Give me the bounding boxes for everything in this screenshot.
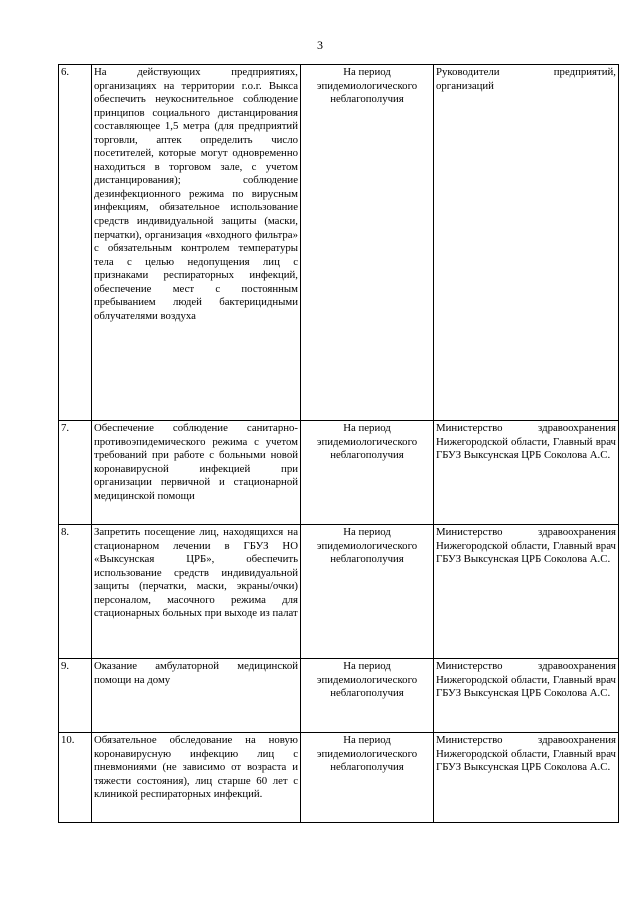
measures-table bbox=[58, 64, 619, 823]
responsible-text: Руководители предприятий, организаций bbox=[434, 65, 619, 421]
responsible-text: Министерство здравоохранения Нижегородской области, Главный врач ГБУЗ Выксунская ЦРБ Соколова А.С. bbox=[434, 733, 619, 823]
table-row bbox=[59, 659, 619, 733]
measure-text: Обеспечение соблюдение санитарно- противоэпидемического режима с учетом требований при работе с больными новой коронавирусной инфекцией при организации первичной и стационарной медицинской помощи bbox=[92, 421, 301, 525]
row-number: 7. bbox=[59, 421, 92, 525]
row-number: 8. bbox=[59, 525, 92, 659]
responsible-text: Министерство здравоохранения Нижегородской области, Главный врач ГБУЗ Выксунская ЦРБ Соколова А.С. bbox=[434, 659, 619, 733]
measure-text: Обязательное обследование на новую коронавирусную инфекцию лиц с пневмониями (не зависимо от возраста и тяжести состояния), лиц старше 60 лет с клиникой респираторных инфекций. bbox=[92, 733, 301, 823]
measure-text: На действующих предприятиях, организациях на территории г.о.г. Выкса обеспечить неукоснительное соблюдение принципов социального дистанцирования составляющее 1,5 метра (для предприятий торговли, аптек определить число посетителей, которые могут одновременно находиться в торговом зале, с учетом дистанцирования); соблюдение дезинфекционного режима по вирусным инфекциям, обязательное использование средств индивидуальной защиты (маски, перчатки), организация «входного фильтра» с обязательным контролем температуры тела с целью недопущения лиц с признаками респираторных инфекций, обеспечение мест с постоянным пребыванием людей бактерицидными облучателями воздуха bbox=[92, 65, 301, 421]
period-text: На период эпидемиологического неблагополучия bbox=[301, 421, 434, 525]
table-row bbox=[59, 421, 619, 525]
row-number: 10. bbox=[59, 733, 92, 823]
period-text: На период эпидемиологического неблагополучия bbox=[301, 659, 434, 733]
period-text: На период эпидемиологического неблагополучия bbox=[301, 733, 434, 823]
table-row bbox=[59, 733, 619, 823]
row-number: 9. bbox=[59, 659, 92, 733]
measure-text: Запретить посещение лиц, находящихся на стационарном лечении в ГБУЗ НО «Выксунская ЦРБ», обеспечить использование средств индивидуальной защиты (перчатки, маски, экраны/очки) персоналом, масочного режима для стационарных больных при выходе из палат bbox=[92, 525, 301, 659]
row-number: 6. bbox=[59, 65, 92, 421]
page-number: 3 bbox=[317, 38, 323, 52]
table-row bbox=[59, 525, 619, 659]
responsible-text: Министерство здравоохранения Нижегородской области, Главный врач ГБУЗ Выксунская ЦРБ Соколова А.С. bbox=[434, 421, 619, 525]
period-text: На период эпидемиологического неблагополучия bbox=[301, 525, 434, 659]
period-text: На период эпидемиологического неблагополучия bbox=[301, 65, 434, 421]
responsible-text: Министерство здравоохранения Нижегородской области, Главный врач ГБУЗ Выксунская ЦРБ Соколова А.С. bbox=[434, 525, 619, 659]
table-row bbox=[59, 65, 619, 421]
measure-text: Оказание амбулаторной медицинской помощи на дому bbox=[92, 659, 301, 733]
